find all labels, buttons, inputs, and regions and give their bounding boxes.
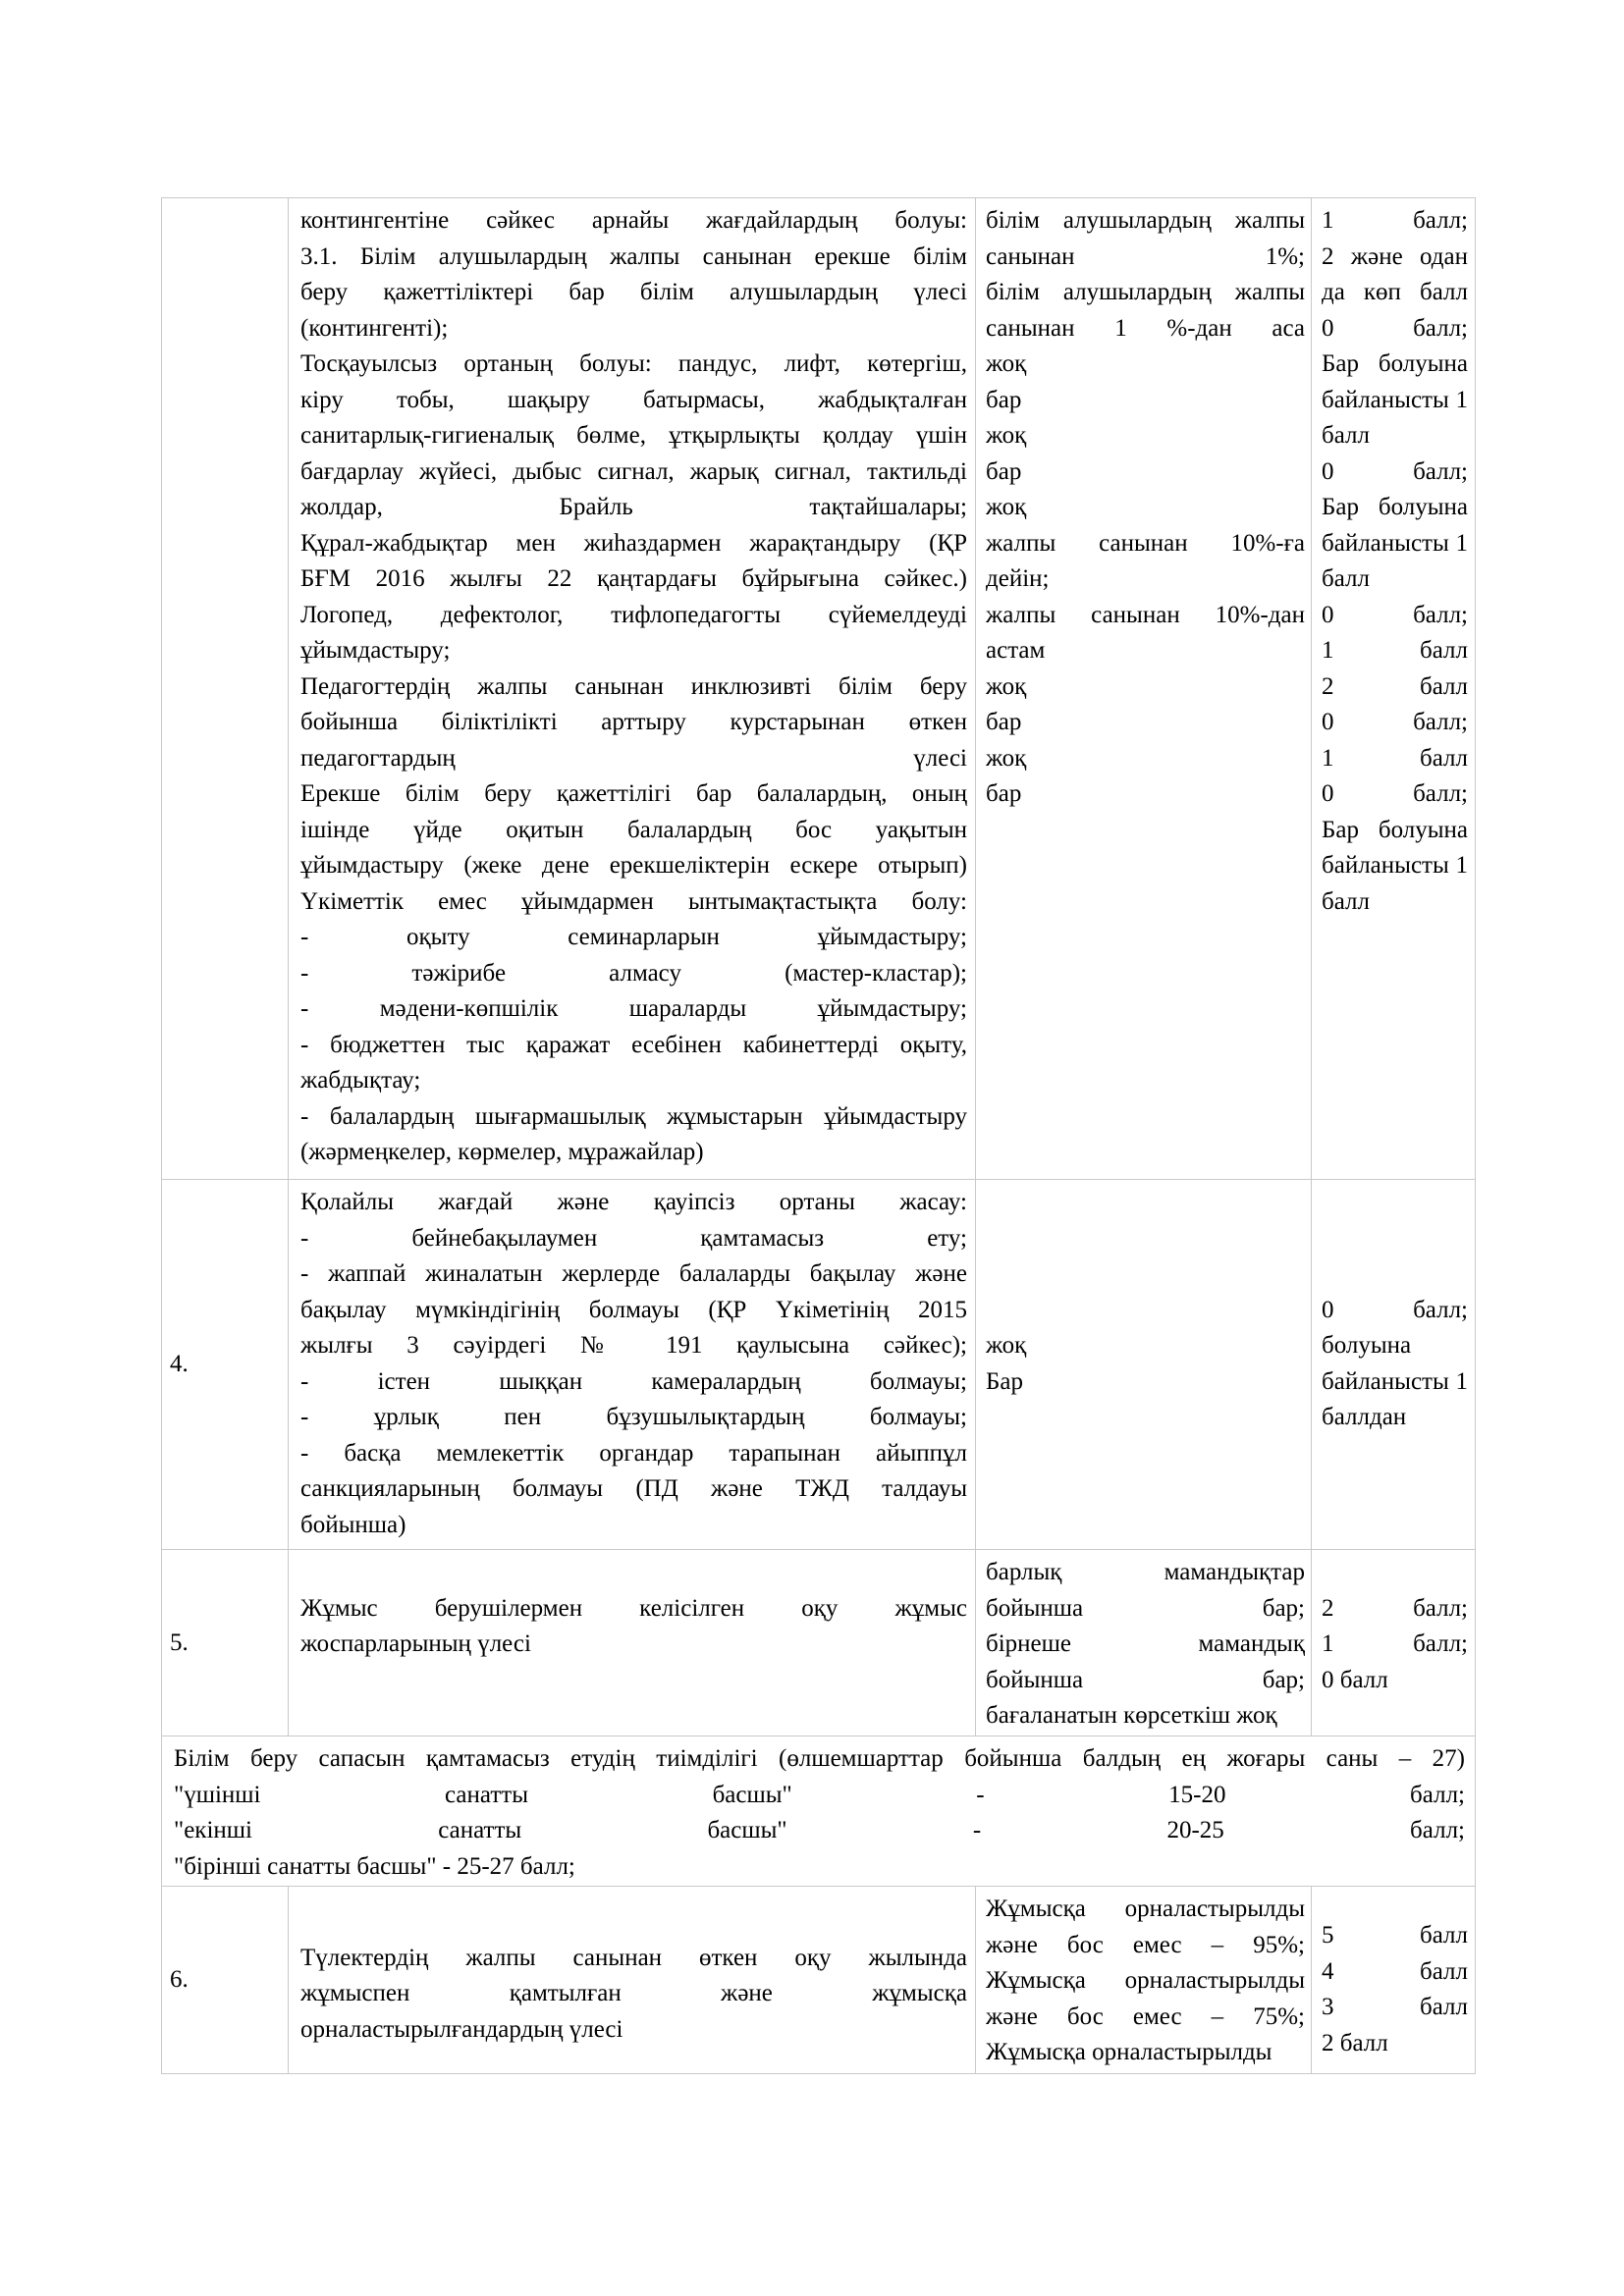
text-line: беру қажеттіліктері бар білім алушылардың үлесі (300, 279, 967, 305)
text-line: санитарлық-гигиеналық бөлме, ұтқырлықты қолдау үшін (300, 422, 967, 449)
text-line: Бар болуына (1322, 494, 1468, 520)
table-row-criterion-4 (162, 1180, 1475, 1550)
text-line: бойынша) (300, 1511, 406, 1538)
text-line: "бірінші санатты басшы" - 25-27 балл; (174, 1852, 575, 1880)
text-line: - оқыту семинарларын ұйымдастыру; (300, 924, 967, 950)
text-line: 2 балл (1322, 672, 1468, 700)
text-line: контингентіне сәйкес арнайы жағдайлардың болуы: (300, 207, 967, 234)
text-line: ішінде үйде оқитын балалардың бос уақытын (300, 816, 967, 843)
text-line: санынан 1 %-дан аса (986, 314, 1305, 342)
text-line: жалпы санынан 10%-ға (986, 529, 1305, 557)
table-row-criterion-3-continued (162, 198, 1475, 1180)
text-line: Ерекше білім беру қажеттілігі бар балалардың, оның (300, 780, 967, 807)
text-line: Құрал-жабдықтар мен жиһаздармен жарақтандыру (ҚР (300, 529, 967, 557)
text-line: Үкіметтік емес ұйымдармен ынтымақтастықта болу: (300, 887, 967, 915)
text-line: 0 балл; (1322, 457, 1468, 485)
text-line: 2 балл (1322, 2029, 1388, 2056)
text-line: Бар болуына (1322, 350, 1468, 377)
row-number-cell (162, 1550, 289, 1735)
text-line: байланысты 1 (1322, 852, 1468, 879)
text-line: Жұмысқа орналастырылды (986, 1967, 1305, 1994)
text-line: бар (986, 780, 1022, 807)
text-line: Қолайлы жағдай және қауіпсіз ортаны жасау: (300, 1189, 967, 1215)
text-line: 0 балл; (1322, 601, 1468, 628)
text-line: бақылау мүмкіндігінің болмауы (ҚР Үкіметінің 2015 (300, 1296, 967, 1323)
text-line (986, 1293, 1305, 1329)
text-line: балл (1322, 887, 1370, 915)
criteria-table (161, 197, 1476, 2074)
score-cell (1312, 1887, 1475, 2073)
text-line: 0 балл; (1322, 1296, 1468, 1323)
text-line: Бар (986, 1367, 1023, 1395)
text-line (1322, 1221, 1468, 1257)
text-line: - бюджеттен тыс қаражат есебінен кабинеттерді оқыту, (300, 1031, 967, 1058)
text-line: 3 балл (1322, 1994, 1468, 2020)
text-line: Білім беру сапасын қамтамасыз етудің тиімділігі (өлшемшарттар бойынша балдың ең жоғары саны – 27) (174, 1745, 1465, 1772)
text-line: білім алушылардың жалпы (986, 207, 1305, 234)
text-line: жалпы санынан 10%-дан (986, 601, 1305, 628)
score-cell (1312, 1180, 1475, 1549)
row-number: 4. (170, 1351, 189, 1377)
text-line: "үшінші санатты басшы" - 15-20 балл; (174, 1781, 1465, 1808)
text-line: кіру тобы, шақыру батырмасы, жабдықталған (300, 386, 967, 413)
text-line: жоқ (986, 494, 1027, 520)
text-line: педагогтардың үлесі (300, 744, 967, 772)
text-line: бағдарлау жүйесі, дыбыс сигнал, жарық сигнал, тактильді (300, 457, 967, 485)
value-cell (976, 1550, 1312, 1735)
text-line: бойынша бар; (986, 1594, 1305, 1622)
text-line: балл (1322, 565, 1370, 592)
row-number-cell (162, 198, 289, 1179)
text-line: болуына (1322, 1332, 1412, 1359)
text-line: - ұрлық пен бұзушылықтардың болмауы; (300, 1404, 967, 1430)
text-line: ұйымдастыру (жеке дене ерекшеліктерін ескере отырып) (300, 852, 967, 879)
text-line: жұмыспен қамтылған және жұмысқа (300, 1980, 967, 2006)
text-line: 2 және одан (1322, 242, 1468, 270)
text-line: "екінші санатты басшы" - 20-25 балл; (174, 1817, 1465, 1843)
text-line: Жұмыс берушілермен келісілген оқу жұмыс (300, 1594, 967, 1622)
text-line: жоқ (986, 350, 1027, 377)
text-line: 3.1. Білім алушылардың жалпы санынан ерекше білім (300, 242, 967, 270)
text-line (986, 1221, 1305, 1257)
text-line: байланысты 1 (1322, 386, 1468, 413)
text-line: байланысты 1 (1322, 529, 1468, 557)
text-line: - жаппай жиналатын жерлерде балаларды бақылау және (300, 1260, 967, 1287)
text-line: 1 балл (1322, 744, 1468, 772)
text-line: - басқа мемлекеттік органдар тарапынан айыппұл (300, 1439, 967, 1467)
text-line: бойынша біліктілікті арттыру курстарынан өткен (300, 709, 967, 735)
text-line: балл (1322, 422, 1370, 449)
text-line (300, 1555, 967, 1591)
text-line: - істен шыққан камералардың болмауы; (300, 1367, 967, 1395)
text-line: Жұмысқа орналастырылды (986, 1896, 1305, 1922)
text-line: Тосқауылсыз ортаның болуы: пандус, лифт, көтергіш, (300, 350, 967, 377)
text-line: 5 балл (1322, 1922, 1468, 1949)
text-line: жолдар, Брайль тақтайшалары; (300, 494, 967, 520)
text-line: жылғы 3 сәуірдегі № 191 қаулысына сәйкес); (300, 1332, 967, 1359)
criterion-cell (289, 1180, 976, 1549)
text-line: Бар болуына (1322, 816, 1468, 843)
table-row-criterion-5 (162, 1550, 1475, 1736)
text-line: 4 балл (1322, 1957, 1468, 1985)
text-line (1322, 1555, 1468, 1591)
criterion-cell (289, 198, 976, 1179)
text-line: 0 балл; (1322, 780, 1468, 807)
text-line: - тәжірибе алмасу (мастер-кластар); (300, 959, 967, 987)
text-line (986, 1185, 1305, 1221)
score-cell (1312, 1550, 1475, 1735)
text-line: Жұмысқа орналастырылды (986, 2039, 1272, 2065)
row-number-cell (162, 1180, 289, 1549)
text-line: бар (986, 386, 1022, 413)
text-line (986, 1256, 1305, 1293)
text-line: жоспарларының үлесі (300, 1630, 531, 1657)
text-line: жоқ (986, 1332, 1027, 1359)
text-line: (контингенті); (300, 314, 449, 342)
text-line: 1 балл; (1322, 1630, 1468, 1657)
text-line: 1 балл (1322, 637, 1468, 664)
text-line: БҒМ 2016 жылғы 22 қаңтардағы бұйрығына сәйкес.) (300, 565, 967, 592)
text-line: 2 балл; (1322, 1594, 1468, 1622)
criterion-cell (289, 1550, 976, 1735)
row-number: 5. (170, 1629, 189, 1656)
text-line: бар (986, 709, 1022, 735)
text-line: бірнеше мамандық (986, 1630, 1305, 1657)
row-number-cell (162, 1887, 289, 2073)
text-line: 1 балл; (1322, 207, 1468, 234)
text-line: барлық мамандықтар (986, 1559, 1305, 1585)
text-line: - балалардың шығармашылық жұмыстарын ұйымдастыру (300, 1102, 967, 1130)
text-line: жоқ (986, 744, 1027, 772)
text-line: жоқ (986, 672, 1027, 700)
score-cell (1312, 198, 1475, 1179)
summary-row (162, 1736, 1475, 1887)
table-row-criterion-6 (162, 1887, 1475, 2073)
text-line: Логопед, дефектолог, тифлопедагогты сүйемелдеуді (300, 601, 967, 628)
text-line: 0 балл; (1322, 314, 1468, 342)
text-line: және бос емес – 75%; (986, 2002, 1305, 2030)
text-line: баллдан (1322, 1404, 1407, 1430)
text-line (300, 1904, 967, 1941)
text-line: бар (986, 457, 1022, 485)
text-line: орналастырылғандардың үлесі (300, 2015, 623, 2043)
text-line: астам (986, 637, 1046, 664)
text-line: санкцияларының болмауы (ПД және ТЖД талдауы (300, 1475, 967, 1502)
row-number: 6. (170, 1966, 189, 1993)
text-line (1322, 1185, 1468, 1221)
text-line: ұйымдастыру; (300, 637, 451, 664)
value-cell (976, 198, 1312, 1179)
text-line (1322, 1256, 1468, 1293)
criterion-cell (289, 1887, 976, 2073)
text-line: жабдықтау; (300, 1067, 421, 1094)
text-line: да көп балл (1322, 279, 1468, 305)
value-cell (976, 1887, 1312, 2073)
text-line: бағаланатын көрсеткіш жоқ (986, 1702, 1277, 1729)
text-line: дейін; (986, 565, 1050, 592)
text-line: бойынша бар; (986, 1666, 1305, 1693)
text-line: Түлектердің жалпы санынан өткен оқу жылында (300, 1944, 967, 1971)
value-cell (976, 1180, 1312, 1549)
text-line: санынан 1%; (986, 242, 1305, 270)
text-line: (жәрмеңкелер, көрмелер, мұражайлар) (300, 1139, 704, 1165)
text-line: және бос емес – 95%; (986, 1931, 1305, 1958)
text-line: байланысты 1 (1322, 1367, 1468, 1395)
text-line: 0 балл (1322, 1666, 1388, 1693)
text-line: білім алушылардың жалпы (986, 279, 1305, 305)
text-line: жоқ (986, 422, 1027, 449)
text-line: Педагогтердің жалпы санынан инклюзивті білім беру (300, 672, 967, 700)
text-line: - бейнебақылаумен қамтамасыз ету; (300, 1224, 967, 1252)
text-line: 0 балл; (1322, 709, 1468, 735)
text-line: - мәдени-көпшілік шараларды ұйымдастыру; (300, 995, 967, 1022)
summary-cell (162, 1736, 1475, 1886)
